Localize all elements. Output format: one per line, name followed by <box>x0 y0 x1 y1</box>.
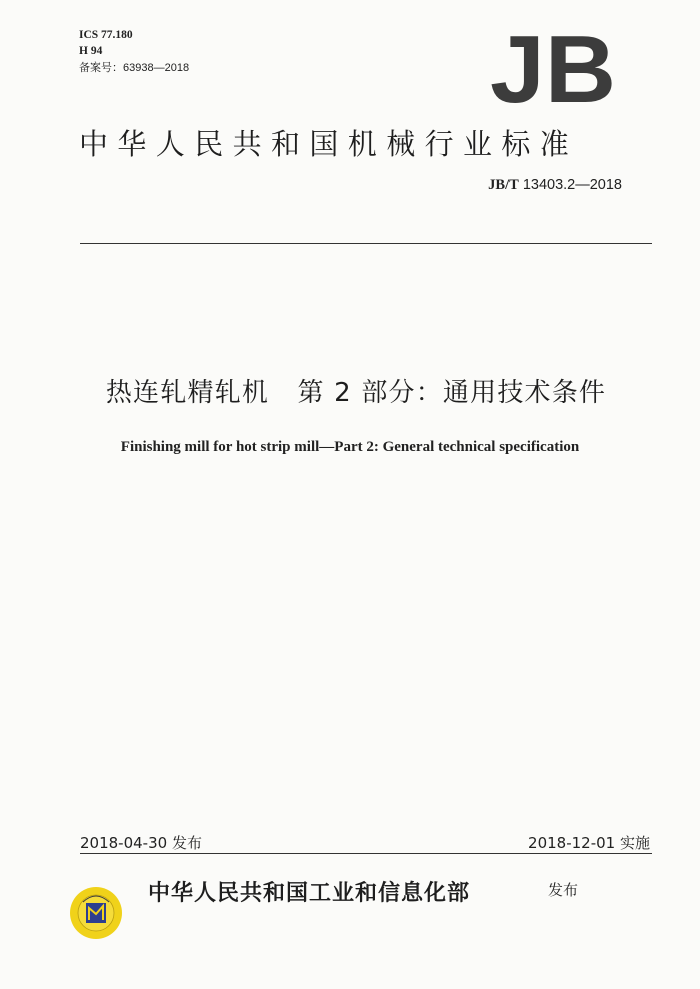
filing-number: 备案号：63938—2018 <box>79 62 190 74</box>
standard-type: 中华人民共和国机械行业标准 <box>79 127 579 161</box>
ics-code: ICS 77.180 <box>79 29 133 41</box>
issuer-verb: 发布 <box>548 881 579 899</box>
bottom-divider <box>80 853 652 854</box>
issue-date: 2018-04-30 发布 <box>80 834 202 852</box>
jb-logo-text: JB <box>490 30 616 110</box>
jb-logo <box>488 30 618 110</box>
publisher-seal-icon <box>69 886 123 940</box>
standard-code-prefix: JB/T <box>488 177 519 193</box>
title-chinese: 热连轧精轧机 第 2 部分：通用技术条件 <box>105 378 607 408</box>
standard-code <box>488 177 622 194</box>
ccs-code: H 94 <box>79 45 103 57</box>
standard-code-number: 13403.2—2018 <box>522 177 622 193</box>
implementation-date: 2018-12-01 实施 <box>528 834 650 852</box>
top-divider <box>80 243 652 244</box>
title-english: Finishing mill for hot strip mill—Part 2: General technical specification <box>120 439 580 455</box>
issuer-name: 中华人民共和国工业和信息化部 <box>148 881 471 906</box>
